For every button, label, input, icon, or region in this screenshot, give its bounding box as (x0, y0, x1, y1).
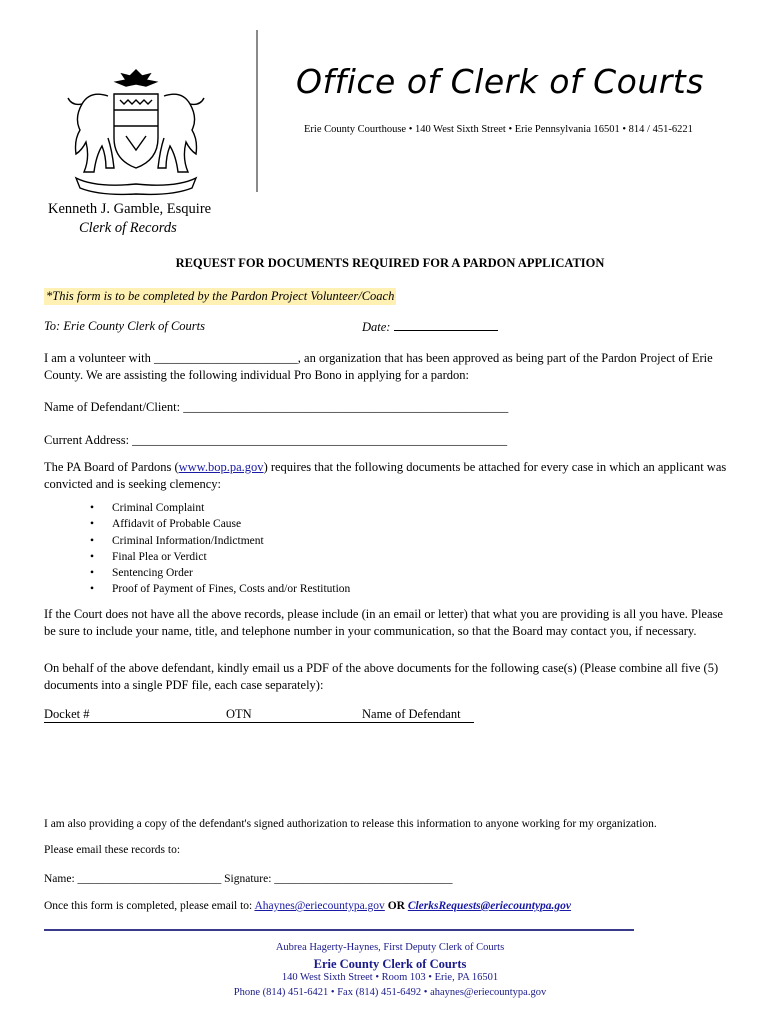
defendant-name-field[interactable]: Name of Defendant/Client: ____________________________________________________ (44, 400, 509, 414)
docket-column-header: Docket # (44, 707, 226, 723)
email-link-clerks-requests[interactable]: ClerksRequests@eriecountypa.gov (407, 900, 572, 912)
footer-deputy: Aubrea Hagerty-Haynes, First Deputy Clerk of Courts (275, 942, 505, 953)
missing-records-paragraph: If the Court does not have all the above records, please include (in an email or letter) that what you are providing is all you have. Please be sure to include your name, title, and telephone number in your communication, so that the Board may contact you, if necessary. (44, 607, 723, 638)
pennsylvania-seal-icon (56, 66, 216, 196)
to-line: To: Erie County Clerk of Courts (44, 319, 206, 333)
date-field[interactable] (362, 319, 498, 335)
intro-paragraph: I am a volunteer with _______________________, an organization that has been approved as being part of the Pardon Project of Erie County. We are assisting the following individual Pro Bono in applying for a pardon: (44, 351, 713, 382)
board-prefix: The PA Board of Pardons ( (44, 460, 179, 474)
board-suffix: ) requires that the following documents be attached for every case in which an applicant was convicted and is seeking clemency: (44, 460, 727, 491)
authorization-statement: I am also providing a copy of the defendant's signed authorization to release this information to anyone working for my organization. (44, 818, 657, 830)
name-signature-field[interactable]: Name: _________________________ Signature: _______________________________ (44, 873, 453, 885)
list-item: • Sentencing Order (90, 565, 350, 581)
list-item: • Final Plea or Verdict (90, 549, 350, 565)
office-title: Office of Clerk of Courts (296, 62, 704, 101)
email-instruction (44, 898, 734, 915)
clerk-name: Kenneth J. Gamble, Esquire (48, 201, 212, 217)
date-blank[interactable] (394, 319, 498, 331)
footer-address: 140 West Sixth Street • Room 103 • Erie, PA 16501 (281, 972, 499, 983)
footer-divider (44, 929, 634, 931)
form-note: *This form is to be completed by the Pardon Project Volunteer/Coach (46, 289, 395, 303)
list-item: • Affidavit of Probable Cause (90, 516, 350, 532)
footer-contact: Phone (814) 451-6421 • Fax (814) 451-6492 • ahaynes@eriecountypa.gov (233, 987, 547, 998)
form-title: REQUEST FOR DOCUMENTS REQUIRED FOR A PARDON APPLICATION (175, 256, 605, 270)
email-prefix: Once this form is completed, please email to: (44, 900, 255, 912)
email-records-label: Please email these records to: (44, 844, 181, 856)
list-item: • Proof of Payment of Fines, Costs and/or Restitution (90, 581, 350, 597)
email-link-ahaynes[interactable]: Ahaynes@eriecountypa.gov (254, 900, 385, 912)
list-item: • Criminal Complaint (90, 500, 350, 516)
clerk-role: Clerk of Records (79, 220, 177, 236)
case-table-header (44, 707, 474, 723)
otn-column-header: OTN (226, 707, 362, 723)
header-divider (256, 30, 258, 192)
board-paragraph (44, 459, 734, 493)
defendant-column-header: Name of Defendant (362, 707, 474, 723)
board-link[interactable]: www.bop.pa.gov (178, 460, 264, 474)
required-documents-list (90, 500, 350, 598)
office-address: Erie County Courthouse • 140 West Sixth Street • Erie Pennsylvania 16501 • 814 / 451-6221 (304, 124, 693, 135)
date-label: Date: (362, 320, 391, 334)
footer-office-name: Erie County Clerk of Courts (313, 957, 467, 971)
pdf-request-paragraph: On behalf of the above defendant, kindly email us a PDF of the above documents for the following case(s) (Please combine all five (5) documents into a single PDF file, each case separately): (44, 661, 719, 692)
list-item: • Criminal Information/Indictment (90, 533, 350, 549)
current-address-field[interactable]: Current Address: ____________________________________________________________ (44, 433, 508, 447)
email-or: OR (384, 900, 408, 912)
